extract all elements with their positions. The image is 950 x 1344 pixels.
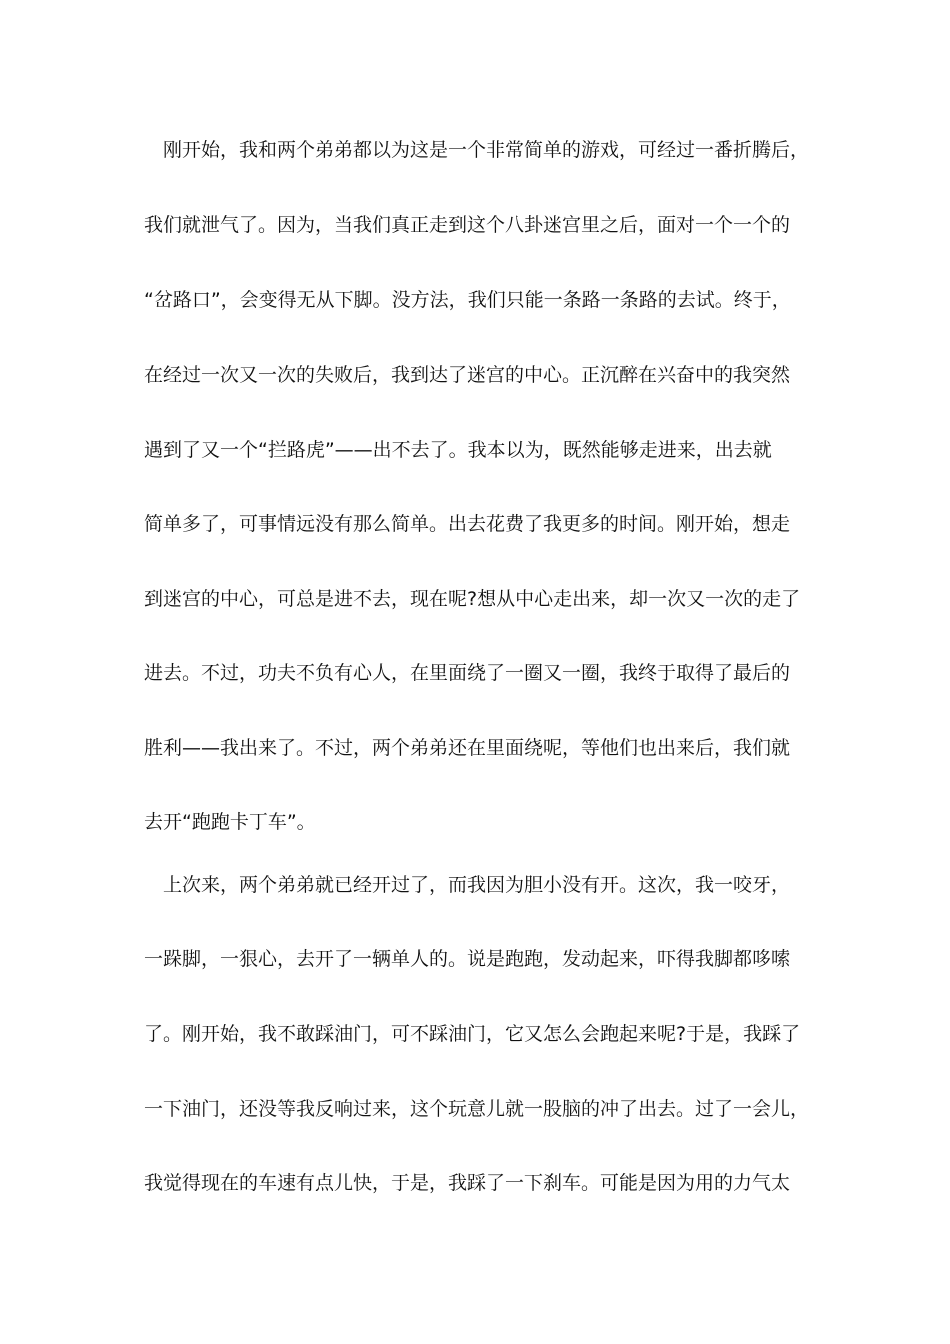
paragraph-2-line-3: 了。刚开始，我不敢踩油门，可不踩油门，它又怎么会跑起来呢?于是，我踩了	[144, 1023, 801, 1045]
paragraph-1-line-1: 刚开始，我和两个弟弟都以为这是一个非常简单的游戏，可经过一番折腾后，	[163, 139, 810, 161]
paragraph-2-line-4: 一下油门，还没等我反响过来，这个玩意儿就一股脑的冲了出去。过了一会儿，	[144, 1098, 810, 1120]
paragraph-1-line-6: 简单多了，可事情远没有那么简单。出去花费了我更多的时间。刚开始，想走	[144, 513, 791, 535]
paragraph-2-line-1: 上次来，两个弟弟就已经开过了，而我因为胆小没有开。这次，我一咬牙，	[163, 874, 791, 896]
paragraph-1-line-4: 在经过一次又一次的失败后，我到达了迷宫的中心。正沉醉在兴奋中的我突然	[144, 364, 791, 386]
paragraph-2-line-2: 一跺脚，一狠心，去开了一辆单人的。说是跑跑，发动起来，吓得我脚都哆嗦	[144, 948, 791, 970]
paragraph-1-line-10: 去开“跑跑卡丁车”。	[144, 811, 316, 833]
paragraph-1-line-9: 胜利——我出来了。不过，两个弟弟还在里面绕呢，等他们也出来后，我们就	[144, 737, 791, 759]
paragraph-1-line-5: 遇到了又一个“拦路虎”——出不去了。我本以为，既然能够走进来，出去就	[144, 439, 772, 461]
paragraph-1-line-2: 我们就泄气了。因为，当我们真正走到这个八卦迷宫里之后，面对一个一个的	[144, 214, 791, 236]
paragraph-2-line-5: 我觉得现在的车速有点儿快，于是，我踩了一下刹车。可能是因为用的力气太	[144, 1172, 791, 1194]
paragraph-1-line-7: 到迷宫的中心，可总是进不去，现在呢?想从中心走出来，却一次又一次的走了	[144, 588, 801, 610]
paragraph-1-line-8: 进去。不过，功夫不负有心人，在里面绕了一圈又一圈，我终于取得了最后的	[144, 662, 791, 684]
paragraph-1-line-3: “岔路口”，会变得无从下脚。没方法，我们只能一条路一条路的去试。终于，	[144, 289, 791, 311]
